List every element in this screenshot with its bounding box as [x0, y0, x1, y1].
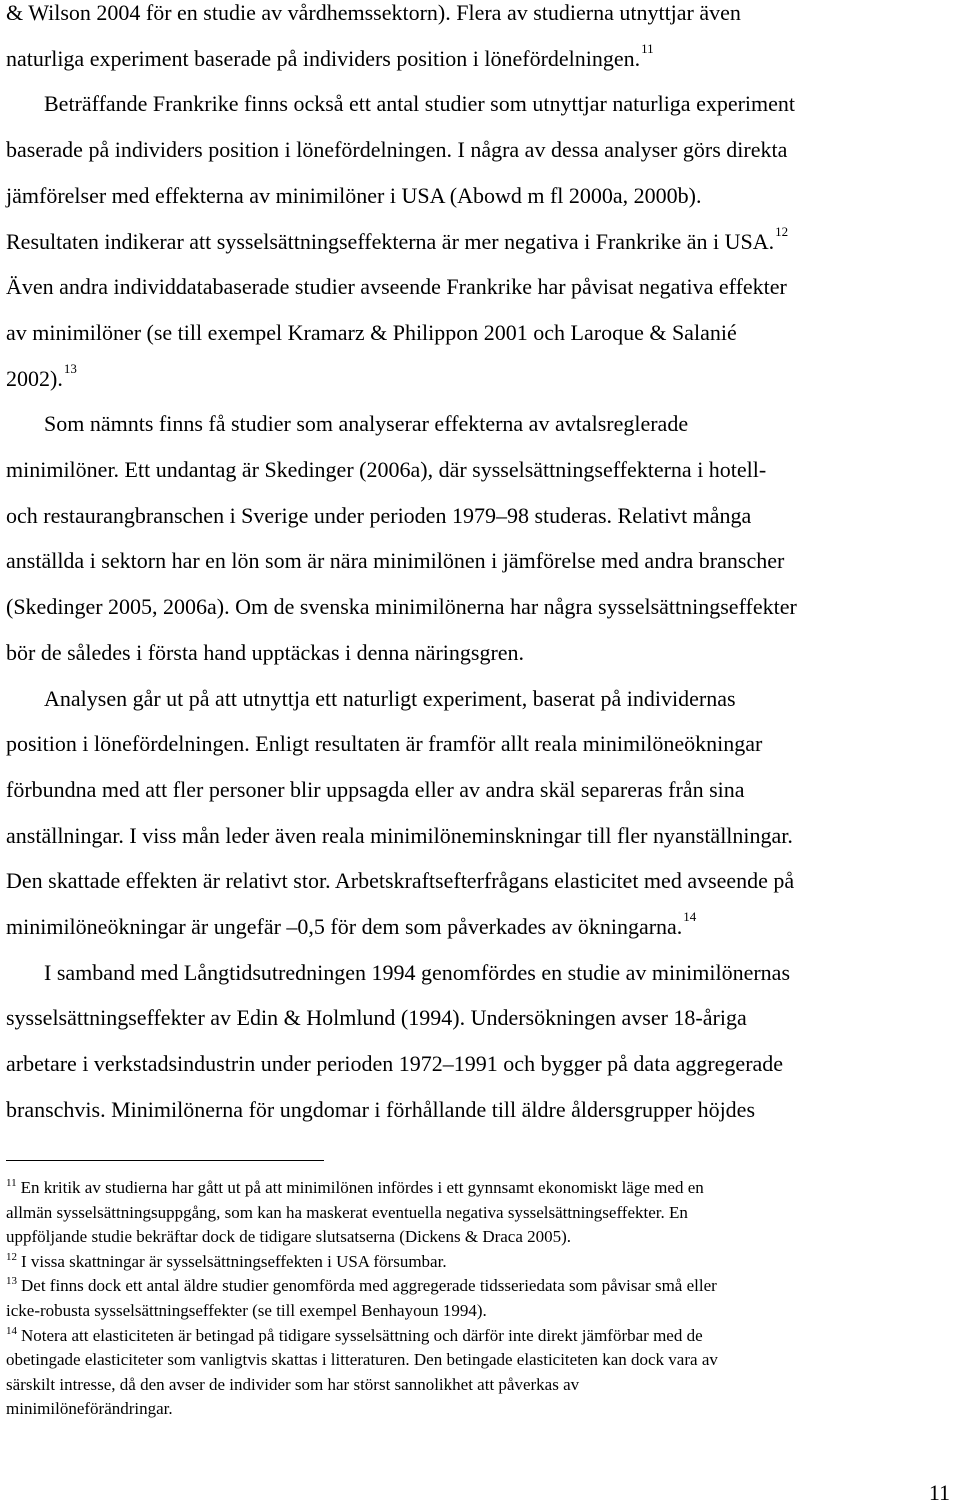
body-line: naturliga experiment baserade på individers position i lönefördelningen.$^{11}$	[6, 40, 654, 71]
body-line: minimilöneökningar är ungefär –0,5 för dem som påverkades av ökningarna.$^{14}$	[6, 909, 697, 940]
body-text	[6, 0, 956, 1133]
body-line: Beträffande Frankrike finns också ett antal studier som utnyttjar naturliga experiment	[44, 91, 796, 117]
footnote-ref-11: 11	[641, 40, 654, 56]
page-number: 11	[928, 1480, 950, 1505]
footnote-number: 13	[6, 1275, 17, 1288]
body-line: Analysen går ut på att utnyttja ett naturligt experiment, baserat på individernas	[44, 685, 736, 711]
footnote-11: $^{11}$ En kritik av studierna har gått ut på att minimilönen infördes i ett gynnsamt ekonomiskt läge med en allmän sysselsättningsuppgång, som kan ha maskerat eventuella negativa sysselsättningseffekter. En uppföljande studie bekräftar dock de tidigare slutsatserna (Dickens & Draca 2005).	[6, 1177, 704, 1247]
document-page	[6, 0, 956, 1133]
body-line: (Skedinger 2005, 2006a). Om de svenska minimilönerna har några sysselsättningseffekter	[6, 594, 797, 620]
footnote-separator	[6, 1160, 324, 1161]
body-line: Den skattade effekten är relativt stor. Arbetskraftsefterfrågans elasticitet med avseende på	[6, 868, 795, 894]
body-line: Som nämnts finns få studier som analyserar effekterna av avtalsreglerade	[44, 411, 689, 437]
body-line: bör de således i första hand upptäckas i denna näringsgren.	[6, 639, 525, 665]
footnote-ref-14: 14	[683, 909, 697, 925]
body-line: anställda i sektorn har en lön som är nära minimilönen i jämförelse med andra branscher	[6, 548, 785, 574]
body-line: branschvis. Minimilönerna för ungdomar i förhållande till äldre åldersgrupper höjdes	[6, 1096, 756, 1122]
body-line: och restaurangbranschen i Sverige under perioden 1979–98 studeras. Relativt många	[6, 502, 752, 528]
footnote-ref-13: 13	[63, 360, 77, 376]
body-line: position i lönefördelningen. Enligt resultaten är framför allt reala minimilöneökningar	[6, 731, 763, 757]
footnote-ref-12: 12	[775, 223, 789, 239]
body-line: Resultaten indikerar att sysselsättningseffekterna är mer negativa i Frankrike än i USA.$^{12}$	[6, 223, 789, 254]
body-line: jämförelser med effekterna av minimilöner i USA (Abowd m fl 2000a, 2000b).	[6, 182, 702, 208]
body-line: av minimilöner (se till exempel Kramarz & Philippon 2001 och Laroque & Salanié	[6, 319, 737, 345]
footnote-12: $^{12}$ I vissa skattningar är sysselsättningseffekten i USA försumbar.	[6, 1250, 447, 1271]
footnote-number: 14	[6, 1324, 17, 1337]
body-line: minimilöner. Ett undantag är Skedinger (2006a), där sysselsättningseffekterna i hotell-	[6, 457, 767, 483]
body-line: anställningar. I viss mån leder även reala minimilöneminskningar till fler nyanställningar.	[6, 822, 793, 848]
body-line: förbundna med att fler personer blir uppsagda eller av andra skäl separeras från sina	[6, 776, 745, 802]
body-line: & Wilson 2004 för en studie av vårdhemssektorn). Flera av studierna utnyttjar även	[6, 0, 741, 25]
body-line: baserade på individers position i lönefördelningen. I några av dessa analyser görs direkta	[6, 137, 788, 163]
body-line: arbetare i verkstadsindustrin under perioden 1972–1991 och bygger på data aggregerade	[6, 1051, 784, 1077]
footnote-13: $^{13}$ Det finns dock ett antal äldre studier genomförda med aggregerade tidsseriedata som påvisar små eller icke-robusta sysselsättningseffekter (se till exempel Benhayoun 1994).	[6, 1275, 717, 1320]
footnote-number: 12	[6, 1250, 17, 1263]
body-line: sysselsättningseffekter av Edin & Holmlund (1994). Undersökningen avser 18-åriga	[6, 1005, 747, 1031]
body-line: Även andra individdatabaserade studier avseende Frankrike har påvisat negativa effekter	[6, 274, 787, 300]
footnote-number: 11	[6, 1177, 17, 1189]
body-line: I samband med Långtidsutredningen 1994 genomfördes en studie av minimilönernas	[44, 959, 791, 985]
body-line: 2002).$^{13}$	[6, 360, 77, 391]
footnotes	[6, 1176, 956, 1422]
footnote-14: $^{14}$ Notera att elasticiteten är betingad på tidigare sysselsättning och därför inte direkt jämförbar med de obetingade elasticiteter som vanligtvis skattas i litteraturen. Den betingade elasticiteten kan dock vara av särskilt intresse, då den avser de individer som har störst sannolikhet att påverkas av minimilöneförändringar.	[6, 1324, 718, 1419]
